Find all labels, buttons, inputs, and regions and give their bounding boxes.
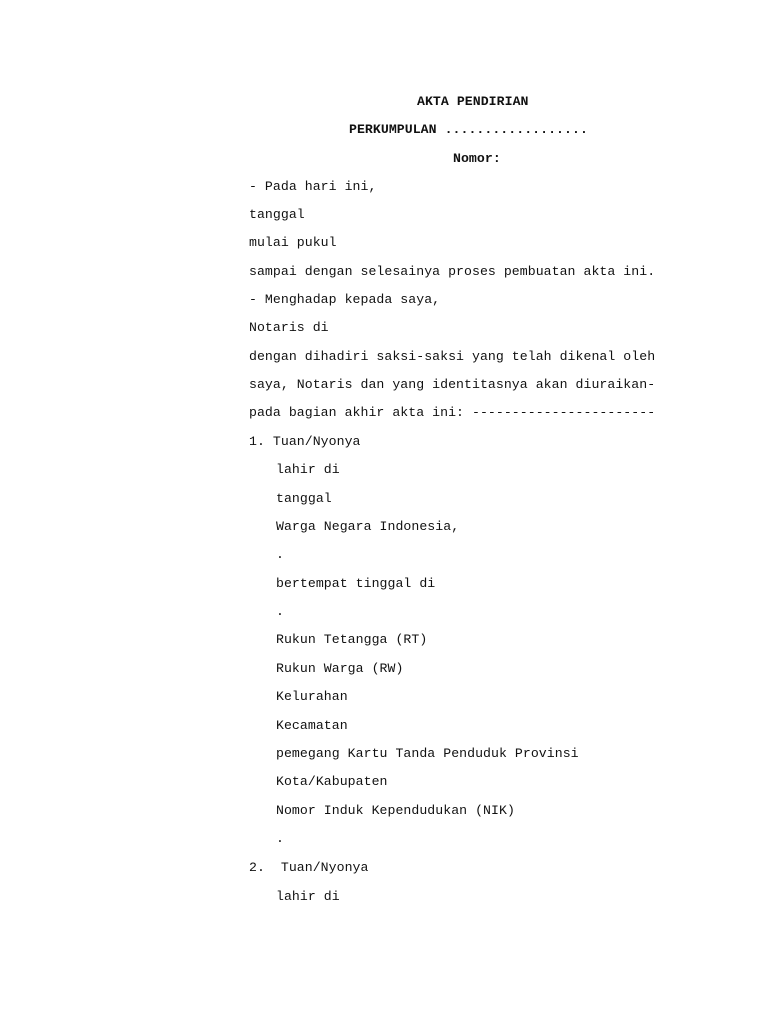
person2-field: lahir di [276, 889, 340, 904]
opening-line: Notaris di [249, 320, 329, 335]
opening-line: sampai dengan selesainya proses pembuatan akta ini. [249, 264, 656, 279]
person1-field: . [276, 604, 284, 619]
person1-field: Rukun Tetangga (RT) [276, 632, 428, 647]
person1-field: pemegang Kartu Tanda Penduduk Provinsi [276, 746, 579, 761]
person1-field: tanggal [276, 491, 332, 506]
person1-field: Kota/Kabupaten [276, 774, 388, 789]
opening-line: mulai pukul [249, 235, 337, 250]
opening-line: saya, Notaris dan yang identitasnya akan diuraikan- [249, 377, 656, 392]
opening-line: dengan dihadiri saksi-saksi yang telah dikenal oleh [249, 349, 656, 364]
person1-field: bertempat tinggal di [276, 576, 436, 591]
person2-heading: 2. Tuan/Nyonya [249, 860, 369, 875]
person1-field: Kelurahan [276, 689, 348, 704]
person1-field: Rukun Warga (RW) [276, 661, 404, 676]
opening-line: - Pada hari ini, [249, 179, 377, 194]
person1-field: Nomor Induk Kependudukan (NIK) [276, 803, 515, 818]
person1-field: Kecamatan [276, 718, 348, 733]
person1-field: . [276, 547, 284, 562]
document-subtitle: PERKUMPULAN .................. [349, 122, 588, 137]
document-title: AKTA PENDIRIAN [417, 94, 529, 109]
opening-line: pada bagian akhir akta ini: ----------------------- [249, 405, 656, 420]
person1-heading: 1. Tuan/Nyonya [249, 434, 361, 449]
opening-line: tanggal [249, 207, 305, 222]
document-number-label: Nomor: [453, 151, 501, 166]
person1-field: lahir di [276, 462, 340, 477]
opening-line: - Menghadap kepada saya, [249, 292, 441, 307]
person1-field: . [276, 831, 284, 846]
person1-field: Warga Negara Indonesia, [276, 519, 460, 534]
